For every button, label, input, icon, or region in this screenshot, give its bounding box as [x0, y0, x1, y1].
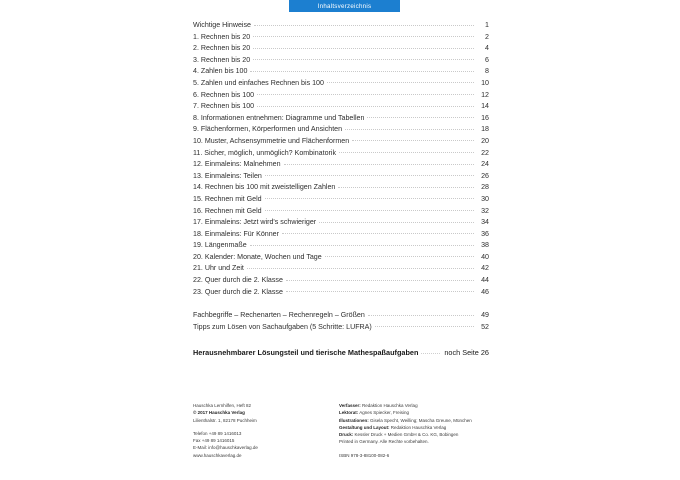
table-of-contents: [193, 21, 489, 360]
toc-page-number: 12: [481, 90, 489, 99]
toc-page-number: 52: [481, 322, 489, 331]
toc-dot-leader: [257, 93, 474, 95]
imprint-copyright: © 2017 Hauschka Verlag: [193, 410, 245, 416]
imprint-phone: Telefon +49 89 1416013: [193, 430, 242, 436]
toc-dot-leader: [253, 47, 474, 49]
toc-dot-leader: [282, 232, 474, 234]
toc-page-number: 10: [481, 78, 489, 87]
imprint-series: Hauschka Lernhilfen, Heft 82: [193, 403, 252, 408]
toc-entry-title: 21. Uhr und Zeit: [193, 264, 244, 273]
imprint-author: Verfasser: Redaktion Hauschka Verlag: [339, 403, 418, 408]
toc-row[interactable]: [193, 91, 489, 103]
toc-page-number: noch Seite 26: [444, 348, 489, 358]
imprint-print: Druck: Kessler Druck + Medien GmbH & Co. KG, Bobingen: [339, 432, 459, 438]
imprint-rights: Printed in Germany. Alle Rechte vorbehalten.: [339, 439, 429, 445]
toc-dot-leader: [368, 314, 474, 316]
imprint-fax: Fax +49 89 1416015: [193, 438, 235, 444]
toc-row[interactable]: [193, 264, 489, 276]
toc-entry-title: 14. Rechnen bis 100 mit zweistelligen Zahlen: [193, 183, 336, 192]
toc-dot-leader: [265, 197, 474, 199]
toc-page-number: 8: [485, 67, 489, 76]
imprint-address: Lilienthalstr. 1, 82178 Puchheim: [193, 417, 257, 423]
toc-page-number: 28: [481, 183, 489, 192]
toc-dot-leader: [339, 151, 474, 153]
toc-page-number: 24: [481, 160, 489, 169]
toc-page-number: 49: [481, 311, 489, 320]
header-banner-area: [0, 0, 680, 13]
toc-row[interactable]: [193, 44, 489, 56]
imprint-isbn: ISBN 978-3-88100-082-6: [339, 452, 390, 458]
toc-row[interactable]: [193, 230, 489, 242]
imprint-illustrations: Illustrationen: Gisela Specht, Weilling; Mascha Greune, München: [339, 417, 472, 423]
toc-dot-leader: [367, 116, 474, 118]
toc-dot-leader: [284, 163, 474, 165]
toc-dot-leader: [265, 174, 474, 176]
toc-entry-title: Herausnehmbarer Lösungsteil und tierische Mathespaßaufgaben: [193, 348, 419, 358]
toc-entry-title: 13. Einmaleins: Teilen: [193, 171, 262, 180]
toc-page-number: 40: [481, 252, 489, 261]
toc-entry-title: 23. Quer durch die 2. Klasse: [193, 287, 283, 296]
toc-dot-leader: [338, 186, 474, 188]
toc-dot-leader: [352, 139, 474, 141]
toc-page-number: 20: [481, 136, 489, 145]
toc-row[interactable]: [193, 21, 489, 33]
toc-dot-leader: [250, 70, 474, 72]
toc-entry-title: 5. Zahlen und einfaches Rechnen bis 100: [193, 78, 324, 87]
toc-row[interactable]: [193, 137, 489, 149]
toc-entry-title: 19. Längenmaße: [193, 241, 247, 250]
toc-entry-title: 10. Muster, Achsensymmetrie und Flächenformen: [193, 136, 350, 145]
imprint-publisher-column: [193, 402, 331, 459]
toc-entry-title: 18. Einmaleins: Für Könner: [193, 229, 279, 238]
toc-dot-leader: [247, 267, 474, 269]
toc-entry-title: 15. Rechnen mit Geld: [193, 194, 262, 203]
toc-row[interactable]: [193, 348, 489, 360]
toc-row[interactable]: [193, 172, 489, 184]
toc-entry-title: 12. Einmaleins: Malnehmen: [193, 160, 281, 169]
toc-row[interactable]: [193, 33, 489, 45]
toc-dot-leader: [325, 255, 474, 257]
toc-entry-title: 17. Einmaleins: Jetzt wird's schwieriger: [193, 218, 317, 227]
toc-page-number: 34: [481, 218, 489, 227]
toc-row[interactable]: [193, 195, 489, 207]
toc-page-number: 18: [481, 125, 489, 134]
toc-page-number: 14: [481, 102, 489, 111]
toc-page-number: 6: [485, 55, 489, 64]
toc-row[interactable]: [193, 218, 489, 230]
toc-dot-leader: [250, 244, 474, 246]
toc-dot-leader: [265, 209, 474, 211]
imprint-website: www.hauschkaverlag.de: [193, 452, 242, 458]
page-title-banner: Inhaltsverzeichnis: [289, 0, 400, 12]
toc-row[interactable]: [193, 102, 489, 114]
imprint-footer: [193, 402, 489, 459]
toc-page-number: 30: [481, 194, 489, 203]
toc-dot-leader: [254, 24, 474, 26]
toc-dot-leader: [253, 35, 474, 37]
toc-dot-leader: [421, 352, 440, 354]
toc-row[interactable]: [193, 241, 489, 253]
toc-row[interactable]: [193, 67, 489, 79]
toc-page-number: 1: [485, 21, 489, 29]
toc-entry-title: 3. Rechnen bis 20: [193, 55, 251, 64]
toc-page-number: 36: [481, 229, 489, 238]
toc-entry-title: 11. Sicher, möglich, unmöglich? Kombinatorik: [193, 148, 336, 157]
toc-entry-title: Wichtige Hinweise: [193, 21, 251, 29]
toc-page-number: 46: [481, 287, 489, 296]
toc-page-number: 22: [481, 148, 489, 157]
toc-entry-list: [193, 21, 489, 299]
imprint-layout: Gestaltung und Layout: Redaktion Hauschka Verlag: [339, 424, 447, 430]
toc-entry-title: 6. Rechnen bis 100: [193, 90, 255, 99]
toc-row[interactable]: [193, 183, 489, 195]
toc-row[interactable]: [193, 125, 489, 137]
toc-page-number: 42: [481, 264, 489, 273]
toc-entry-title: 16. Rechnen mit Geld: [193, 206, 262, 215]
toc-row[interactable]: [193, 288, 489, 300]
toc-row[interactable]: [193, 311, 489, 323]
toc-dot-leader: [327, 81, 474, 83]
toc-appendix-list: [193, 311, 489, 334]
toc-entry-title: 4. Zahlen bis 100: [193, 67, 248, 76]
toc-row[interactable]: [193, 114, 489, 126]
toc-page-number: 26: [481, 171, 489, 180]
imprint-credits-column: [339, 402, 489, 459]
toc-page-number: 32: [481, 206, 489, 215]
toc-dot-leader: [345, 128, 474, 130]
toc-dot-leader: [375, 325, 474, 327]
toc-entry-title: 20. Kalender: Monate, Wochen und Tage: [193, 252, 322, 261]
toc-page-number: 4: [485, 44, 489, 53]
toc-entry-title: Fachbegriffe – Rechenarten – Rechenregeln – Größen: [193, 311, 365, 320]
toc-entry-title: 2. Rechnen bis 20: [193, 44, 251, 53]
toc-highlight-row: [193, 348, 489, 360]
toc-row[interactable]: [193, 79, 489, 91]
toc-page-number: 2: [485, 32, 489, 41]
toc-row[interactable]: [193, 160, 489, 172]
toc-row[interactable]: [193, 323, 489, 335]
toc-dot-leader: [257, 105, 474, 107]
toc-page-number: 38: [481, 241, 489, 250]
toc-entry-title: 9. Flächenformen, Körperformen und Ansichten: [193, 125, 343, 134]
toc-dot-leader: [286, 290, 474, 292]
toc-page-number: 44: [481, 276, 489, 285]
imprint-editor: Lektorat: Agnes Spiecker, Freising: [339, 410, 410, 416]
toc-page-number: 16: [481, 113, 489, 122]
toc-row[interactable]: [193, 149, 489, 161]
toc-entry-title: Tipps zum Lösen von Sachaufgaben (5 Schritte: LUFRA): [193, 322, 372, 331]
imprint-email: E-Mail: info@hauschkaverlag.de: [193, 445, 258, 451]
toc-row[interactable]: [193, 276, 489, 288]
toc-entry-title: 1. Rechnen bis 20: [193, 32, 251, 41]
toc-dot-leader: [286, 279, 474, 281]
toc-entry-title: 8. Informationen entnehmen: Diagramme und Tabellen: [193, 113, 365, 122]
toc-dot-leader: [319, 221, 474, 223]
toc-row[interactable]: [193, 207, 489, 219]
toc-entry-title: 7. Rechnen bis 100: [193, 102, 255, 111]
toc-row[interactable]: [193, 56, 489, 68]
toc-row[interactable]: [193, 253, 489, 265]
toc-entry-title: 22. Quer durch die 2. Klasse: [193, 276, 283, 285]
toc-dot-leader: [253, 58, 474, 60]
